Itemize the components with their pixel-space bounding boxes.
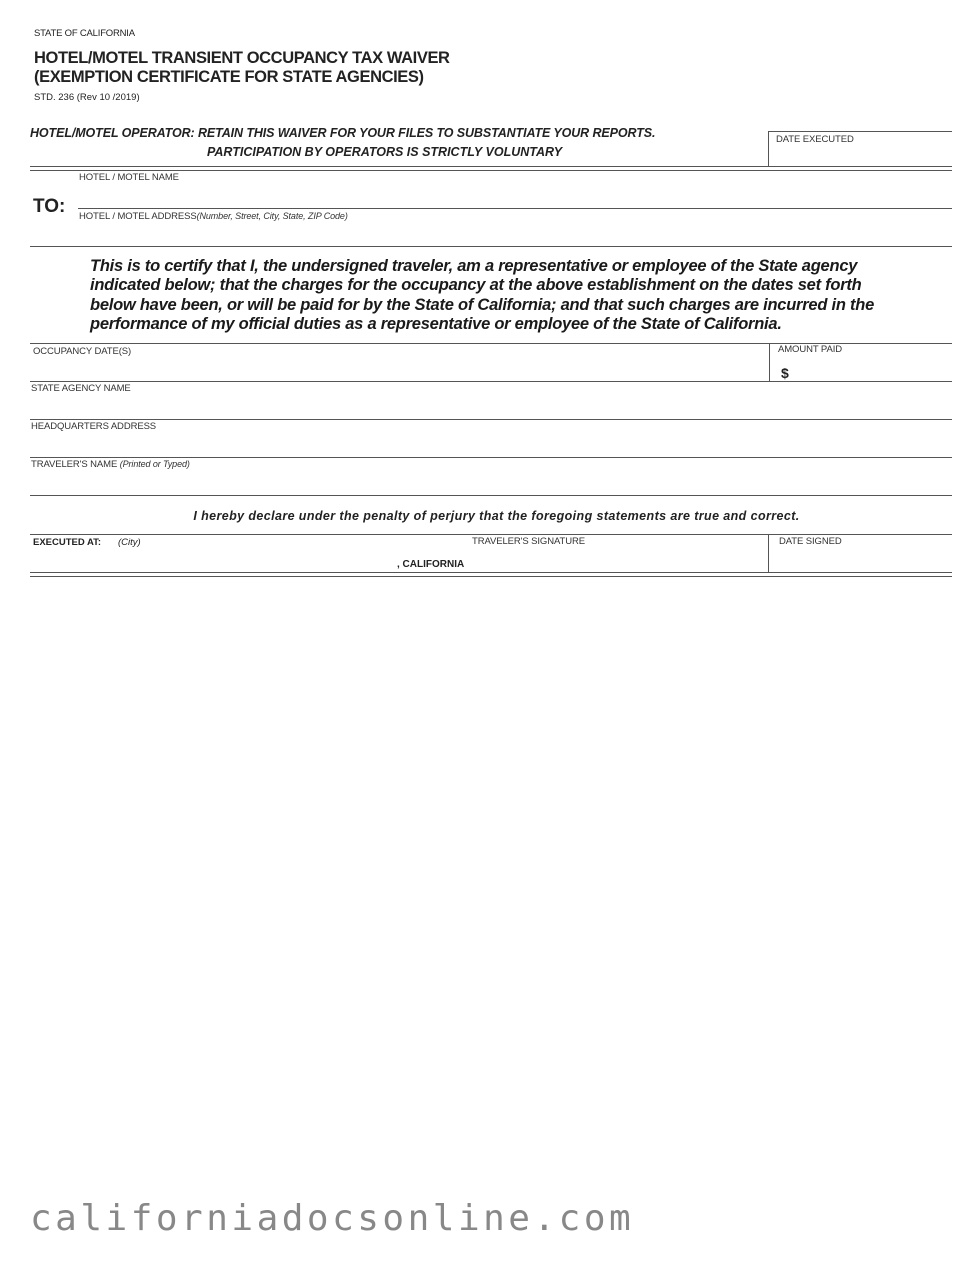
to-label: TO:: [33, 196, 66, 217]
site-watermark: californiadocsonline.com: [30, 1198, 635, 1239]
hotel-name-line: [78, 208, 952, 209]
amount-paid-field[interactable]: AMOUNT PAID: [778, 344, 842, 355]
certification-statement: This is to certify that I, the undersigned traveler, am a representative or employee of the State agency indicated below; that the charges for the occupancy at the above establishment on the dates set forth below have been, or will be paid for by the State of California; and that such charges are incurred in the performance of my official duties as a representative or employee of the State of California.: [90, 257, 874, 333]
form-number: STD. 236 (Rev 10 /2019): [34, 92, 140, 103]
perjury-declaration: I hereby declare under the penalty of perjury that the foregoing statements are true and correct.: [193, 509, 800, 523]
occupancy-dates-field[interactable]: OCCUPANCY DATE(S): [33, 346, 132, 357]
date-executed-left-border: [768, 131, 769, 167]
executed-at-label: EXECUTED AT:: [33, 537, 102, 548]
form-title-line1: HOTEL/MOTEL TRANSIENT OCCUPANCY TAX WAIVER: [34, 49, 450, 67]
form-title-line2: (EXEMPTION CERTIFICATE FOR STATE AGENCIES): [34, 68, 424, 86]
section-divider: [30, 166, 952, 171]
hq-address-line: [30, 457, 952, 458]
hotel-name-field[interactable]: HOTEL / MOTEL NAME: [79, 172, 179, 183]
traveler-name-line: [30, 495, 952, 496]
agency-name-line: [30, 419, 952, 420]
hotel-address-hint: (Number, Street, City, State, ZIP Code): [196, 211, 348, 221]
form-bottom-border: [30, 572, 952, 577]
date-executed-field[interactable]: DATE EXECUTED: [776, 134, 854, 145]
hotel-address-label: HOTEL / MOTEL ADDRESS: [79, 211, 197, 222]
agency-name-field[interactable]: STATE AGENCY NAME: [31, 383, 131, 394]
california-label: , CALIFORNIA: [397, 559, 465, 570]
city-field[interactable]: (City): [118, 537, 141, 548]
traveler-name-hint: (Printed or Typed): [119, 459, 190, 469]
operator-notice-line1: HOTEL/MOTEL OPERATOR: RETAIN THIS WAIVER FOR YOUR FILES TO SUBSTANTIATE YOUR REPORTS.: [30, 126, 656, 140]
signature-top-line: [30, 534, 952, 535]
traveler-name-field[interactable]: [31, 459, 190, 470]
hotel-address-field[interactable]: [79, 211, 348, 222]
state-label: STATE OF CALIFORNIA: [34, 28, 135, 39]
operator-notice-line2: PARTICIPATION BY OPERATORS IS STRICTLY VOLUNTARY: [207, 145, 563, 159]
amount-paid-divider: [769, 343, 770, 381]
date-executed-top-border: [768, 131, 952, 132]
date-signed-divider: [768, 534, 769, 572]
traveler-signature-field[interactable]: TRAVELER'S SIGNATURE: [472, 536, 585, 547]
dollar-sign: $: [781, 365, 789, 381]
traveler-name-label: TRAVELER'S NAME: [31, 459, 118, 470]
form-title: [34, 49, 450, 87]
occupancy-bottom-line: [30, 381, 952, 382]
date-signed-field[interactable]: DATE SIGNED: [779, 536, 842, 547]
hq-address-field[interactable]: HEADQUARTERS ADDRESS: [31, 421, 157, 432]
hotel-address-line: [30, 246, 952, 247]
